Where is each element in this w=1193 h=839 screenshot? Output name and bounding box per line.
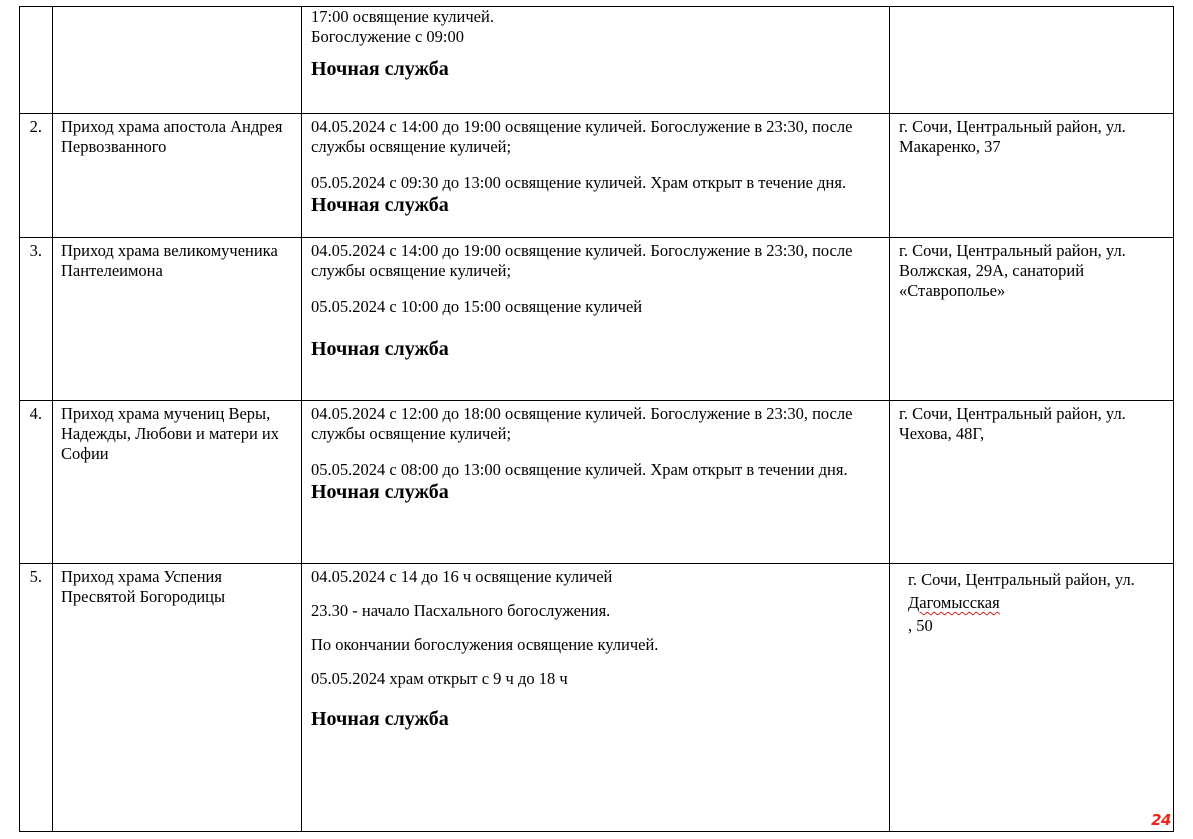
parish-name-cell: Приход храма Успения Пресвятой Богородицы	[53, 564, 302, 832]
schedule-cell	[302, 238, 890, 401]
schedule-line: 05.05.2024 с 09:30 до 13:00 освящение куличей. Храм открыт в течение дня.	[311, 173, 847, 192]
schedule-line: По окончании богослужения освящение куличей.	[311, 635, 659, 654]
address-cell: г. Сочи, Центральный район, ул. Чехова, 48Г,	[890, 401, 1174, 564]
table-row	[20, 564, 1174, 832]
schedule-line: Богослужение с 09:00	[311, 27, 464, 46]
schedule-line: 04.05.2024 с 14:00 до 19:00 освящение куличей. Богослужение в 23:30, после службы освящение куличей;	[311, 117, 853, 156]
row-number-cell: 4.	[20, 401, 53, 564]
table-row	[20, 7, 1174, 114]
table-row	[20, 401, 1174, 564]
schedule-line: 23.30 - начало Пасхального богослужения.	[311, 601, 611, 620]
parish-name-cell: Приход храма великомученика Пантелеимона	[53, 238, 302, 401]
schedule-line: 05.05.2024 храм открыт с 9 ч до 18 ч	[311, 669, 568, 688]
address-suffix: , 50	[908, 616, 933, 635]
schedule-line: 04.05.2024 с 12:00 до 18:00 освящение куличей. Богослужение в 23:30, после службы освящение куличей;	[311, 404, 853, 443]
row-number-cell: 3.	[20, 238, 53, 401]
channel-logo: 24	[1151, 811, 1171, 829]
night-service-heading: Ночная служба	[311, 338, 449, 360]
schedule-table	[19, 6, 1174, 832]
table-row	[20, 114, 1174, 238]
night-service-heading: Ночная служба	[311, 194, 449, 216]
schedule-cell	[302, 564, 890, 832]
row-number-cell: 2.	[20, 114, 53, 238]
schedule-cell	[302, 7, 890, 114]
address-cell	[890, 7, 1174, 114]
address-cell: г. Сочи, Центральный район, ул. Макаренко, 37	[890, 114, 1174, 238]
schedule-line: 05.05.2024 с 10:00 до 15:00 освящение куличей	[311, 297, 643, 316]
address-street: Дагомысская	[908, 593, 1000, 612]
schedule-cell	[302, 401, 890, 564]
address-cell	[890, 564, 1174, 832]
night-service-heading: Ночная служба	[311, 708, 449, 730]
address-prefix: г. Сочи, Центральный район, ул.	[908, 570, 1135, 589]
night-service-heading: Ночная служба	[311, 58, 449, 80]
table-row	[20, 238, 1174, 401]
parish-name-cell	[53, 7, 302, 114]
row-number-cell: 5.	[20, 564, 53, 832]
schedule-line: 04.05.2024 с 14 до 16 ч освящение куличей	[311, 567, 613, 586]
parish-name-cell: Приход храма мучениц Веры, Надежды, Любови и матери их Софии	[53, 401, 302, 564]
row-number-cell	[20, 7, 53, 114]
night-service-heading: Ночная служба	[311, 481, 449, 503]
schedule-line: 05.05.2024 с 08:00 до 13:00 освящение куличей. Храм открыт в течении дня.	[311, 460, 848, 479]
address-cell: г. Сочи, Центральный район, ул. Волжская, 29А, санаторий «Ставрополье»	[890, 238, 1174, 401]
schedule-cell	[302, 114, 890, 238]
schedule-line: 04.05.2024 с 14:00 до 19:00 освящение куличей. Богослужение в 23:30, после службы освящение куличей;	[311, 241, 853, 280]
parish-name-cell: Приход храма апостола Андрея Первозванного	[53, 114, 302, 238]
schedule-line: 17:00 освящение куличей.	[311, 7, 494, 26]
